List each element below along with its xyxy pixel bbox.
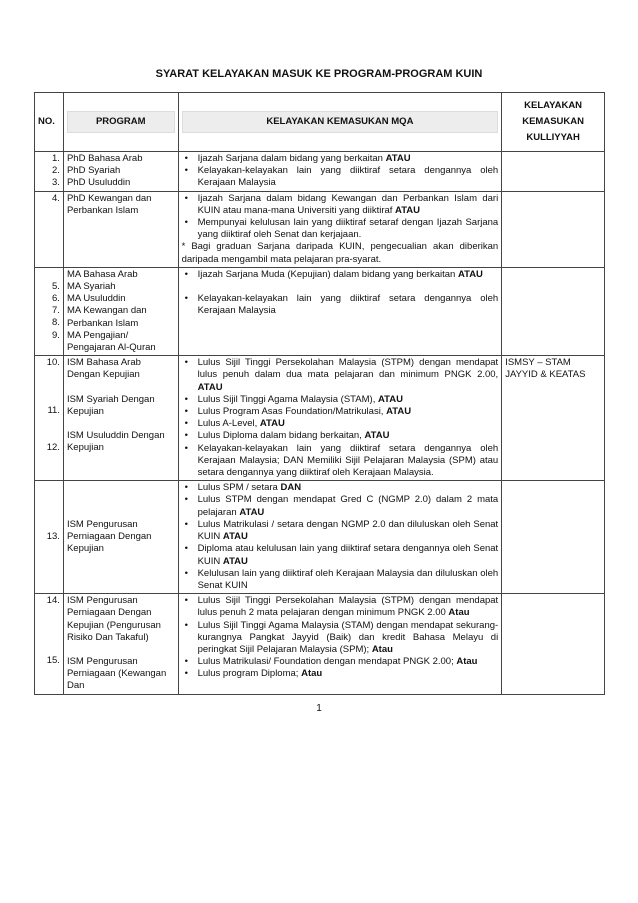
row-number: 6. <box>52 293 60 305</box>
program-name: PhD Syariah <box>66 165 121 177</box>
requirement-item: • Lulus Sijil Tinggi Agama Malaysia (STAM) dengan mendapat sekurang-kurangnya Pangkat Jayyid (Baik) dan kredit Bahasa Melayu di peringkat Sijil Pelajaran Malaysia (SPM); Atau <box>182 620 499 657</box>
row-numbers <box>35 481 64 594</box>
program-name: MA Bahasa Arab <box>66 268 138 280</box>
page-number: 1 <box>316 703 322 714</box>
header-kulliyyah-line: KEMASUKAN <box>522 116 584 127</box>
program-name: PhD Kewangan dan Perbankan Islam <box>66 192 152 216</box>
row-numbers <box>35 191 64 267</box>
program-name: ISM Syariah Dengan Kepujian <box>66 393 155 417</box>
requirements-cell <box>178 191 502 267</box>
program-name: MA Kewangan dan Perbankan Islam <box>66 305 147 329</box>
requirement-note: * Bagi graduan Sarjana daripada KUIN, pengecualian akan diberikan daripada mengambil mata pelajaran pra-syarat. <box>181 241 499 265</box>
program-cell <box>63 191 178 267</box>
requirement-item: • Lulus Sijil Tinggi Persekolahan Malaysia (STPM) dengan mendapat lulus penuh 2 mata pelajaran dengan minimum PNGK 2.00 Atau <box>182 595 499 619</box>
program-name: MA Syariah <box>66 281 116 293</box>
row-number: 4. <box>52 192 60 204</box>
requirements-cell <box>178 481 502 594</box>
header-program-label: PROGRAM <box>67 111 175 133</box>
program-name: ISM Bahasa Arab Dengan Kepujian <box>66 357 141 381</box>
requirement-item: • Ijazah Sarjana dalam bidang Kewangan dan Perbankan Islam dari KUIN atau mana-mana Universiti yang diiktiraf ATAU <box>182 193 499 217</box>
row-number: 5. <box>52 280 60 292</box>
table-row <box>35 356 605 481</box>
requirements-table <box>34 92 605 695</box>
table-row <box>35 594 605 694</box>
requirements-cell <box>178 594 502 694</box>
requirement-item: • Lulus SPM / setara DAN <box>182 482 499 494</box>
requirement-item: • Mempunyai kelulusan lain yang diiktiraf setaraf dengan Ijazah Sarjana yang diiktiraf oleh Senat dan kerjajaan. <box>182 217 499 241</box>
requirement-item: • Lulus STPM dengan mendapat Gred C (NGMP 2.0) dalam 2 mata pelajaran ATAU <box>182 494 499 518</box>
requirements-cell <box>178 267 502 355</box>
requirement-item: • Lulus Matrikulasi/ Foundation dengan mendapat PNGK 2.00; Atau <box>182 656 499 668</box>
row-numbers <box>35 152 64 192</box>
header-mqa <box>178 93 502 152</box>
requirement-item: • Lulus Sijil Tinggi Persekolahan Malaysia (STPM) dengan mendapat lulus penuh dalam dua mata pelajaran dan minimum PNGK 2.00, ATAU <box>182 357 499 394</box>
program-name: PhD Usuluddin <box>66 177 131 189</box>
program-name: MA Pengajian/ Pengajaran Al-Quran <box>66 329 156 354</box>
requirement-item: • Kelayakan-kelayakan lain yang diiktiraf setara dengannya oleh Kerajaan Malaysia; DAN Memiliki Sijil Pelajaran Malaysia (SPM) atau setara dengannya yang diiktiraf oleh Kerajaan Malaysia. <box>182 443 499 480</box>
program-name: ISM Pengurusan Perniagaan (Kewangan Dan <box>66 655 167 692</box>
program-cell <box>63 267 178 355</box>
kulliyyah-cell <box>502 191 605 267</box>
requirement-item: • Lulus Matrikulasi / setara dengan NGMP 2.0 dan diluluskan oleh Senat KUIN ATAU <box>182 519 499 543</box>
requirement-item: • Lulus Sijil Tinggi Agama Malaysia (STAM), ATAU <box>182 394 499 406</box>
header-kulliyyah-line: KULLIYYAH <box>526 132 580 143</box>
requirement-item: • Diploma atau kelulusan lain yang diiktiraf setara dengannya oleh Senat KUIN ATAU <box>182 543 499 567</box>
requirements-cell <box>178 356 502 481</box>
program-name: ISM Pengurusan Perniagaan Dengan Kepujian <box>66 518 152 555</box>
requirement-item: • Lulus Diploma dalam bidang berkaitan, ATAU <box>182 430 499 442</box>
row-number: 12. <box>46 441 60 453</box>
table-row <box>35 267 605 355</box>
program-cell <box>63 594 178 694</box>
row-number: 3. <box>52 177 60 189</box>
program-name: ISM Pengurusan Perniagaan Dengan Kepujian (Pengurusan Risiko Dan Takaful) <box>66 595 161 643</box>
row-number: 10. <box>46 357 60 369</box>
kulliyyah-cell <box>502 152 605 192</box>
row-number: 9. <box>52 329 60 341</box>
kulliyyah-cell: ISMSY – STAM JAYYID & KEATAS <box>502 356 605 481</box>
header-kulliyyah-line: KELAYAKAN <box>524 100 583 111</box>
requirement-item: • Lulus Program Asas Foundation/Matrikulasi, ATAU <box>182 406 499 418</box>
row-number: 1. <box>52 153 60 164</box>
table-header-row <box>35 93 605 152</box>
program-name: PhD Bahasa Arab <box>66 153 143 164</box>
row-numbers <box>35 356 64 481</box>
header-program <box>63 93 178 152</box>
row-number: 8. <box>52 317 60 329</box>
requirement-item: • Kelayakan-kelayakan lain yang diiktiraf setara dengannya oleh Kerajaan Malaysia <box>182 293 499 317</box>
requirement-item: • Kelulusan lain yang diiktiraf oleh Kerajaan Malaysia dan diluluskan oleh Senat KUIN <box>182 568 499 592</box>
row-numbers <box>35 594 64 694</box>
table-row <box>35 481 605 594</box>
header-mqa-label: KELAYAKAN KEMASUKAN MQA <box>182 111 499 133</box>
program-name: ISM Usuluddin Dengan Kepujian <box>66 430 165 454</box>
header-kulliyyah <box>502 93 605 152</box>
requirement-item: • Kelayakan-kelayakan lain yang diiktiraf setara dengannya oleh Kerajaan Malaysia <box>182 165 499 189</box>
program-cell <box>63 152 178 192</box>
row-number: 15. <box>46 655 60 667</box>
kulliyyah-cell <box>502 267 605 355</box>
requirement-item: • Lulus A-Level, ATAU <box>182 418 499 430</box>
requirements-cell <box>178 152 502 192</box>
table-row <box>35 152 605 192</box>
program-name: MA Usuluddin <box>66 293 126 305</box>
table-row <box>35 191 605 267</box>
header-no: NO. <box>35 93 64 152</box>
row-number: 11. <box>47 405 60 417</box>
row-number: 14. <box>46 595 60 607</box>
row-numbers <box>35 267 64 355</box>
requirement-item: • Lulus program Diploma; Atau <box>182 668 499 680</box>
program-cell <box>63 356 178 481</box>
requirement-item: • Ijazah Sarjana dalam bidang yang berkaitan ATAU <box>182 153 499 165</box>
row-number: 2. <box>52 165 60 177</box>
row-number: 13. <box>46 531 60 543</box>
kulliyyah-cell <box>502 481 605 594</box>
row-number: 7. <box>52 305 60 317</box>
program-cell <box>63 481 178 594</box>
document-title: SYARAT KELAYAKAN MASUK KE PROGRAM-PROGRAM KUIN <box>155 68 483 80</box>
requirement-item: • Ijazah Sarjana Muda (Kepujian) dalam bidang yang berkaitan ATAU <box>182 269 499 281</box>
kulliyyah-cell <box>502 594 605 694</box>
